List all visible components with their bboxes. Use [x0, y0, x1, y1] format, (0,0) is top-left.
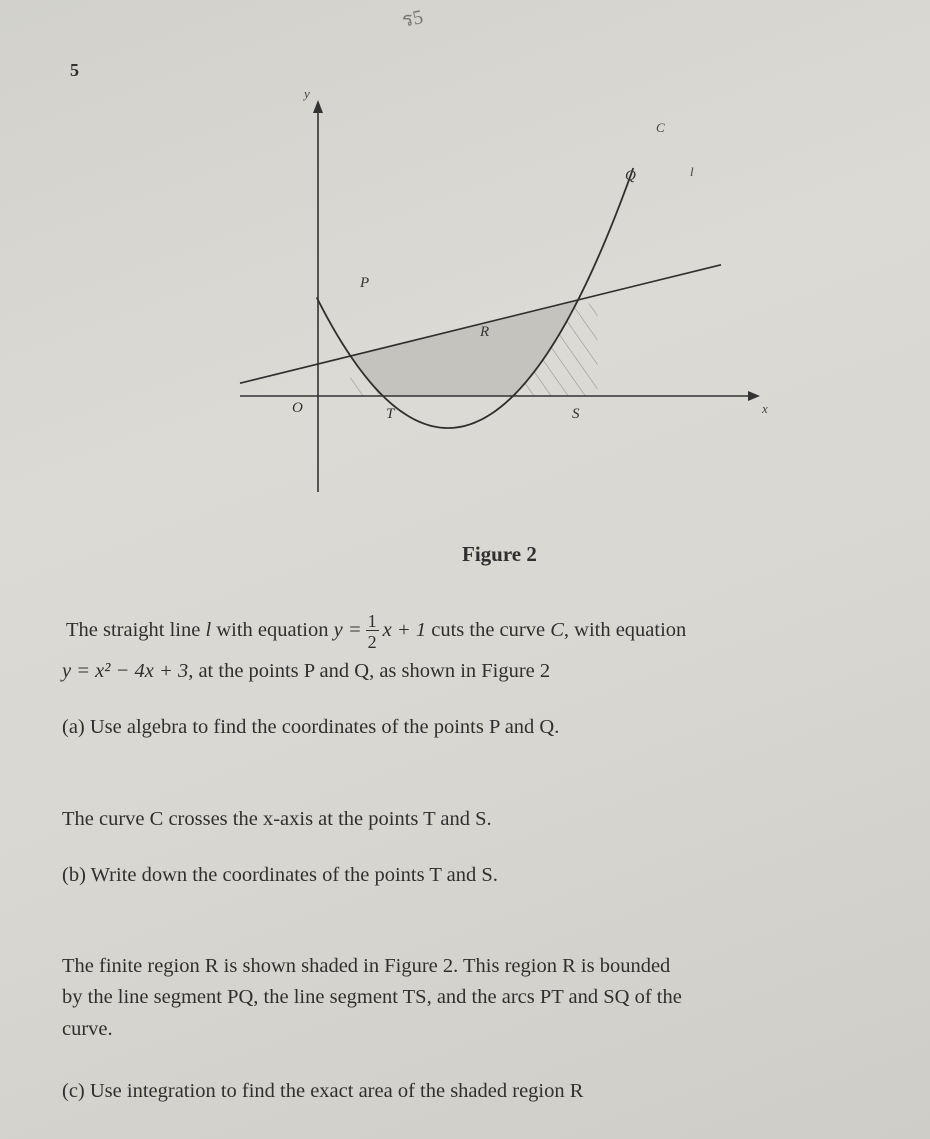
- point-s-label: S: [572, 406, 580, 422]
- part-a: (a) Use algebra to find the coordinates of the points P and Q.: [62, 716, 560, 738]
- curve-crosses-text: The curve C crosses the x-axis at the points T and S.: [62, 808, 492, 830]
- x-axis-arrow: [748, 391, 760, 401]
- point-t-label: T: [386, 406, 395, 422]
- point-q-label: Q: [625, 168, 636, 184]
- region-description-3: curve.: [62, 1018, 113, 1040]
- region-description-1: The finite region R is shown shaded in Figure 2. This region R is bounded: [62, 955, 671, 977]
- part-c: (c) Use integration to find the exact area of the shaded region R: [62, 1080, 584, 1102]
- fraction-one-half: $\frac{1}{2}$: [367, 611, 377, 652]
- y-axis-label: y: [304, 86, 310, 101]
- figure-caption: Figure 2: [462, 542, 537, 566]
- figure-2-graph: [0, 0, 930, 540]
- intro-line-1: The straight line l with equation y = $\frac{1}{2}$ x + 1 cuts the curve C, with equation: [66, 611, 687, 652]
- question-number: 5: [70, 60, 79, 80]
- region-r-label: R: [480, 324, 490, 340]
- y-axis-arrow: [313, 100, 323, 113]
- margin-annotation: ร5: [400, 6, 426, 32]
- region-description-2: by the line segment PQ, the line segment TS, and the arcs PT and SQ of the: [62, 986, 682, 1008]
- origin-label: O: [292, 400, 303, 416]
- part-b: (b) Write down the coordinates of the points T and S.: [62, 864, 498, 886]
- x-axis-label: x: [762, 401, 768, 416]
- intro-line-2: y = x² − 4x + 3, at the points P and Q, as shown in Figure 2: [62, 660, 551, 682]
- curve-c-label: C: [656, 120, 665, 135]
- line-l-label: l: [690, 164, 694, 179]
- point-p-label: P: [360, 275, 370, 291]
